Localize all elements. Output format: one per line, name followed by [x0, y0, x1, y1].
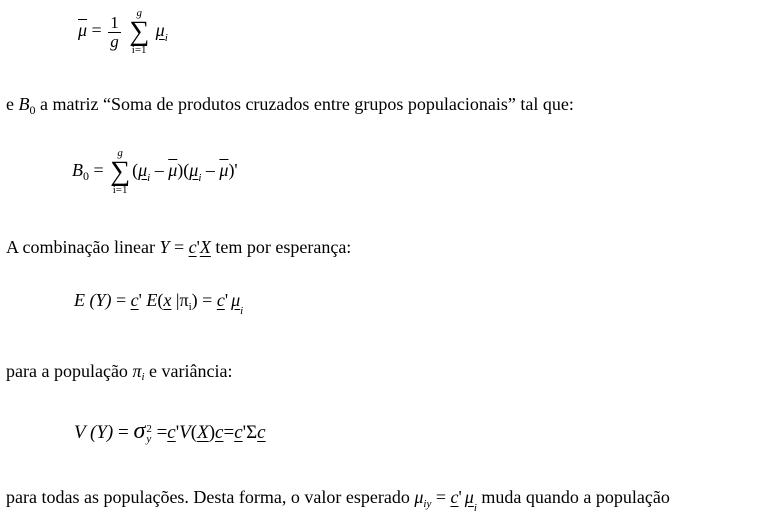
prime: ': [138, 290, 142, 310]
b-symbol: B: [72, 160, 83, 181]
mu-bar-symbol: $\overline{\mu}$: [168, 160, 178, 181]
equals-sign: =: [169, 237, 189, 257]
y-argument: (Y): [85, 422, 114, 443]
v-symbol: V: [74, 422, 86, 443]
mu-subscript: i: [147, 172, 151, 185]
mu-i-term: μ: [155, 20, 165, 41]
b-subscript: 0: [83, 169, 89, 184]
prime: ': [224, 290, 229, 310]
x-vector: X: [197, 422, 209, 443]
paren: ): [208, 422, 216, 443]
fraction-denominator: g: [110, 31, 119, 51]
text-segment: a matriz “Soma de produtos cruzados entre grupos populacionais” tal que:: [35, 94, 574, 114]
text-segment: e variância:: [144, 361, 233, 381]
text-line-population: [6, 360, 232, 388]
paren: (: [132, 160, 139, 181]
paren: (: [157, 290, 164, 310]
text-line-b0-definition: [6, 93, 574, 121]
c-vector: c: [450, 487, 459, 507]
y-argument: (Y): [85, 290, 112, 310]
text-segment: tem por esperança:: [210, 237, 352, 257]
equals-sign: =: [113, 422, 134, 443]
paren-prime: )': [228, 160, 238, 181]
equation-b0: [72, 148, 238, 196]
mu-subscript: i: [473, 502, 477, 514]
prime: ': [242, 422, 247, 443]
text-segment: para todas as populações. Desta forma, o valor esperado: [6, 487, 415, 507]
equals-sign: =: [223, 422, 235, 443]
paren: ): [191, 290, 198, 310]
mu-symbol: μ: [138, 160, 148, 181]
pi-subscript: i: [188, 301, 192, 313]
summation-lower-limit: i=1: [131, 44, 147, 56]
sigma-subscript: y: [146, 432, 152, 445]
summation-sigma-icon: ∑: [110, 156, 131, 187]
equals-sign: =: [197, 290, 217, 310]
mu-i-subscript: i: [164, 32, 168, 45]
pi-symbol: π: [132, 361, 142, 381]
equation-mean-vector: [78, 8, 168, 56]
equation-expectation: [74, 290, 243, 317]
minus-sign: –: [201, 160, 220, 181]
c-vector: c: [215, 422, 224, 443]
x-vector: x: [163, 290, 172, 310]
paren: (: [190, 422, 198, 443]
equals-sign: =: [151, 422, 168, 443]
mu-bar-symbol: $\overline{\mu}$: [219, 160, 229, 181]
text-line-expected-value: [6, 486, 670, 519]
summation-upper-limit: g: [136, 7, 142, 19]
x-vector: X: [199, 237, 211, 257]
paren: )(: [177, 160, 190, 181]
e-symbol: E: [74, 290, 85, 310]
c-vector: c: [188, 237, 197, 257]
equals-sign: =: [93, 160, 104, 181]
sigma-matrix-symbol: Σ: [246, 422, 258, 443]
c-vector: c: [130, 290, 139, 310]
mu-subscript: i: [240, 305, 244, 317]
summation: [110, 148, 130, 196]
given-pi: |π: [171, 290, 189, 310]
prime: ': [196, 237, 200, 257]
c-vector: c: [167, 422, 176, 443]
mu-symbol: μ: [189, 160, 199, 181]
mu-symbol: μ: [231, 290, 241, 310]
c-vector: c: [234, 422, 243, 443]
sigma-superscript: 2: [146, 422, 152, 435]
summation: [129, 8, 149, 56]
mu-subscript: iy: [423, 498, 432, 510]
text-segment: e: [6, 94, 19, 114]
text-line-linear-combination: [6, 236, 351, 258]
summation-sigma-icon: ∑: [129, 16, 150, 47]
mu-symbol: μ: [414, 487, 424, 507]
b-symbol: B: [18, 94, 30, 114]
prime: ': [175, 422, 180, 443]
text-segment: para a população: [6, 361, 133, 381]
summation-lower-limit: i=1: [112, 184, 128, 196]
fraction: [108, 14, 121, 51]
equals-sign: =: [431, 487, 451, 507]
text-segment: muda quando a população: [476, 487, 670, 507]
c-vector: c: [257, 422, 266, 443]
mu-bar-symbol: $\overline{\mu}$: [78, 20, 88, 41]
v-symbol: V: [179, 422, 191, 443]
equals-sign: =: [111, 290, 131, 310]
mu-symbol: μ: [464, 487, 474, 507]
fraction-numerator: 1: [110, 12, 119, 32]
pi-subscript: i: [141, 371, 145, 383]
sigma-symbol: σ: [133, 418, 146, 444]
c-vector: c: [216, 290, 225, 310]
text-segment: A combinação linear: [6, 237, 160, 257]
y-symbol: Y: [159, 237, 170, 257]
minus-sign: –: [150, 160, 169, 181]
prime: ': [458, 487, 462, 507]
summation-upper-limit: g: [117, 147, 123, 159]
equals-sign: =: [91, 20, 102, 41]
b-subscript: 0: [29, 103, 36, 117]
mu-subscript: i: [198, 172, 202, 185]
equation-variance: [74, 418, 266, 445]
e-symbol: E: [141, 290, 158, 310]
